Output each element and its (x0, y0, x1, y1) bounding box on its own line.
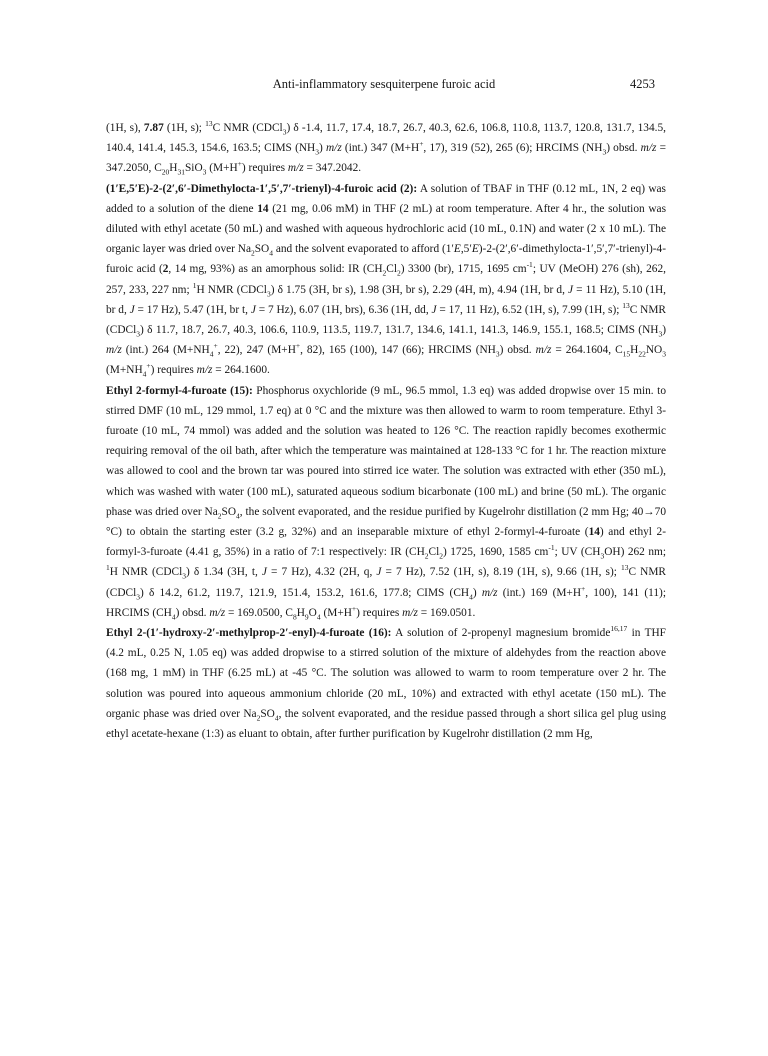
text-run: 4 (209, 349, 214, 359)
text-run: A solution of TBAF in THF (0.12 mL, 1N, 2 eq) was added to a solution of the diene (106, 182, 666, 215)
text-run: + (213, 341, 218, 351)
text-run: (21 mg, 0.06 mM) in THF (2 mL) at room temperature. After 4 hr., the solution was diluted with ethyl acetate (50 mL) and washed with aqueous hydrochloric acid (10 mL, 0.1N) and water (2 x 10 mL). The organic layer was dried over Na (106, 202, 666, 256)
text-run: -1 (548, 543, 555, 553)
text-run: O (308, 606, 317, 619)
paragraph-silyl-ester-data (106, 118, 666, 179)
text-run: 4 (171, 612, 176, 622)
text-run: 3 (136, 329, 141, 339)
text-run: m/z (640, 142, 657, 155)
text-run: = 7 Hz), 7.52 (1H, s), 8.19 (1H, s), 9.66 (1H, s); (381, 566, 621, 579)
text-run: SO (254, 243, 270, 256)
text-run: 4 (236, 511, 240, 521)
page-number: 4253 (630, 77, 655, 91)
text-run: m/z (209, 606, 226, 619)
text-run: ) δ 1.34 (3H, t, (185, 566, 262, 579)
text-run: (int.) 264 (M+NH (121, 344, 210, 357)
text-run: H NMR (CDCl (196, 283, 267, 296)
text-run: 8 (292, 612, 297, 622)
text-run: 22 (638, 349, 646, 359)
text-run: (int.) 347 (M+H (341, 142, 420, 155)
text-run: = 7 Hz), 4.32 (2H, q, (266, 566, 377, 579)
text-run: = 264.1604, C (551, 344, 623, 357)
text-run: (1H, s), (106, 122, 144, 134)
text-run: H (630, 344, 639, 357)
text-run: 3 (182, 571, 186, 581)
text-run: 2 (162, 263, 169, 276)
text-run: m/z (402, 606, 418, 619)
text-run: = 347.2050, C (106, 142, 667, 175)
text-run: 4 (142, 369, 147, 379)
text-run: ) (318, 142, 326, 155)
text-run: -1 (526, 260, 533, 270)
text-run: H (296, 606, 305, 619)
text-run: SO (260, 707, 275, 720)
text-run: , 17), 319 (52), 265 (6); HRCIMS (NH (423, 142, 603, 155)
text-run: = 11 Hz), 5.10 (1H, br d, (106, 283, 667, 316)
article-body (106, 118, 666, 744)
text-run: 2 (424, 551, 429, 561)
text-run: J (376, 566, 382, 579)
text-run: 14 (588, 526, 600, 539)
text-run: ) (662, 324, 666, 337)
text-run: E (471, 243, 479, 256)
text-run: m/z (481, 586, 498, 599)
text-run: ) and ethyl 2-formyl-3-furoate (4.41 g, 35%) in a ratio of 7:1 respectively: IR (CH (106, 526, 666, 559)
text-run: Ethyl 2-(1′-hydroxy-2′-methylprop-2′-enyl)-4-furoate (16): (106, 627, 392, 640)
text-run: 3 (600, 551, 605, 561)
text-run: + (237, 159, 242, 169)
text-run: + (581, 583, 586, 593)
page-header (0, 77, 768, 95)
text-run: ) obsd. (499, 344, 536, 357)
text-run: (int.) 169 (M+H (497, 586, 582, 599)
text-run: 7.87 (143, 122, 164, 134)
text-run: 4 (274, 713, 279, 723)
text-run: , the solvent evaporated, and the residue passed through a short silica gel plug using ethyl acetate-hexane (1:3) as eluant to obtain, after further purification by Kugelrohr distillation (2 mm Hg, (106, 707, 666, 741)
text-run: ) δ 1.75 (3H, br s), 1.98 (3H, br s), 2.29 (4H, m), 4.94 (1H, br d, (270, 283, 569, 296)
text-run: = 17, 11 Hz), 6.52 (1H, s), 7.99 (1H, s); (436, 303, 623, 316)
text-run: (M+H (320, 606, 352, 619)
text-run: 4 (316, 612, 321, 622)
text-run: 3 (282, 127, 287, 137)
text-run: J (129, 303, 135, 316)
text-run: 3 (662, 349, 666, 359)
text-run: H (169, 162, 178, 175)
text-run: H NMR (CDCl (109, 566, 183, 579)
text-run: 4 (269, 248, 274, 258)
text-run: J (261, 566, 267, 579)
text-run: (1′E,5′E)-2-(2′,6′-Dimethylocta-1′,5′,7′-trienyl)-4-furoic acid (2): (106, 182, 418, 195)
text-run: ; UV (MeOH) 276 (sh), 262, 257, 233, 227 nm; (106, 263, 666, 296)
text-run: + (419, 139, 424, 149)
text-run: 1 (192, 280, 197, 290)
text-run: 3 (315, 147, 319, 157)
text-run: 13 (620, 563, 629, 573)
text-run: = 264.1600. (212, 364, 270, 377)
text-run: 3 (658, 329, 663, 339)
text-run: 15 (622, 349, 631, 359)
text-run: SO (221, 505, 237, 518)
paragraph-furoic-acid-2 (106, 179, 666, 381)
text-run: ,5′ (460, 243, 472, 256)
text-run: 3 (266, 288, 271, 298)
text-run: , 100), 141 (11); HRCIMS (CH (106, 586, 666, 619)
text-run: = 347.2042. (303, 162, 362, 175)
text-run: SiO (184, 162, 203, 175)
text-run: 2 (439, 551, 443, 561)
text-run: + (351, 604, 357, 614)
text-run: ) requires (241, 162, 288, 175)
text-run: and the solvent evaporated to afford (1′ (273, 243, 454, 256)
text-run: OH) 262 nm; (604, 546, 666, 559)
text-run: m/z (106, 344, 122, 357)
text-run: (1H, s); (163, 122, 206, 134)
text-run: ) obsd. (175, 606, 210, 619)
text-run: 2 (251, 248, 255, 258)
text-run: 3 (202, 167, 207, 177)
text-run: 3 (602, 147, 607, 157)
text-run: J (250, 303, 256, 316)
text-run: ) δ -1.4, 11.7, 17.4, 18.7, 26.7, 40.3, 62.6, 106.8, 110.8, 113.7, 120.8, 131.7, 134.5, 140.4, 141.4, 145.3, 154.6, 163.5; CIMS (NH (106, 122, 666, 155)
text-run: 3 (136, 591, 141, 601)
text-run: m/z (287, 162, 304, 175)
text-run: ) requires (150, 364, 197, 377)
text-run: m/z (196, 364, 213, 377)
text-run: 9 (304, 612, 309, 622)
text-run: ) requires (356, 606, 403, 619)
text-run: , the solvent evaporated, and the residue purified by Kugelrohr distillation (2 mm Hg; 40→70 °C) to obtain the starting ester (3.2 g, 32%) and an inseparable mixture of ethyl 2-formyl-4-furoate ( (106, 505, 666, 539)
text-run: 16,17 (610, 624, 628, 634)
text-run: 14 (257, 202, 269, 215)
text-run: ) δ 11.7, 18.7, 26.7, 40.3, 106.6, 110.9, 113.5, 119.7, 131.7, 134.6, 141.1, 141.3, 146.9, 155.1, 168.5; CIMS (NH (140, 324, 659, 337)
text-run: , 22), 247 (M+H (217, 344, 296, 357)
text-run: = 169.0501. (417, 606, 476, 619)
text-run: + (295, 341, 301, 351)
running-title: Anti-inflammatory sesquiterpene furoic acid (272, 77, 496, 91)
text-run: ) obsd. (606, 142, 641, 155)
text-run: 4 (469, 591, 473, 601)
text-run: = 169.0500, C (225, 606, 293, 619)
text-run: Cl (428, 546, 440, 559)
text-run: C NMR (CDCl (106, 566, 666, 599)
text-run: = 7 Hz), 6.07 (1H, brs), 6.36 (1H, dd, (255, 303, 432, 316)
text-run: 2 (217, 511, 222, 521)
text-run: J (431, 303, 437, 316)
text-run: 2 (256, 713, 261, 723)
text-run: )-2-(2′,6′-dimethylocta-1′,5′,7′-trienyl)-4-furoic acid ( (106, 243, 666, 276)
text-run: (M+H (206, 162, 238, 175)
text-run: m/z (535, 344, 552, 357)
text-run: (M+NH (106, 364, 143, 377)
text-run: 2 (382, 268, 387, 278)
text-run: , 14 mg, 93%) as an amorphous solid: IR (CH (168, 263, 383, 276)
text-run: ) 3300 (br), 1715, 1695 cm (400, 263, 527, 276)
text-run: + (146, 361, 151, 371)
text-run: 31 (177, 167, 185, 177)
text-run: m/z (325, 142, 342, 155)
text-run: in THF (4.2 mL, 0.25 N, 1.05 eq) was added dropwise to a stirred solution of the mixture of aldehydes from the reaction above (168 mg, 1 mM) in THF (6.25 mL) at -45 °C. The solution was allowed to warm to room temperature over 2 hr. The solution was poured into aqueous ammonium chloride (20 mL, 10%) and extracted with ethyl acetate (150 mL). The organic phase was dried over Na (106, 627, 666, 720)
text-run: C NMR (CDCl (106, 303, 666, 337)
text-run: 1 (106, 563, 110, 573)
text-run: ) δ 14.2, 61.2, 119.7, 121.9, 151.4, 153.2, 161.6, 177.8; CIMS (CH (140, 586, 470, 599)
text-run: J (568, 283, 574, 296)
paragraph-ethyl-hydroxy-furoate-16 (106, 623, 666, 744)
text-run: = 17 Hz), 5.47 (1H, br t, (134, 303, 251, 316)
text-run: Ethyl 2-formyl-4-furoate (15): (106, 384, 253, 397)
text-run: , 82), 165 (100), 147 (66); HRCIMS (NH (300, 344, 496, 357)
paragraph-ethyl-formyl-furoate-15 (106, 381, 666, 623)
text-run: 2 (397, 268, 401, 278)
text-run: E (453, 243, 461, 256)
text-run: 13 (205, 119, 213, 129)
text-run: 20 (161, 167, 170, 177)
text-run: NO (645, 344, 663, 357)
text-run: C NMR (CDCl (212, 122, 283, 134)
text-run: 3 (495, 349, 500, 359)
text-run: ) 1725, 1690, 1585 cm (442, 546, 549, 559)
text-run: ; UV (CH (554, 546, 601, 559)
text-run: ) (472, 586, 482, 599)
text-run: Cl (386, 263, 397, 276)
text-run: A solution of 2-propenyl magnesium bromide (391, 627, 611, 640)
text-run: 13 (622, 301, 630, 311)
text-run: Phosphorus oxychloride (9 mL, 96.5 mmol, 1.3 eq) was added dropwise over 15 min. to stirred DMF (10 mL, 129 mmol, 1.7 eq) at 0 °C and the mixture was then allowed to warm to room temperature. Ethyl 3-furoate (10 mL, 74 mmol) was added and the solution was heated to 126 °C. The reaction rapidly becomes exothermic requiring removal of the oil bath, after which the temperature was maintained at 128-133 °C for 1 hr. The reaction mixture was allowed to cool and the brown tar was poured into stirred ice water. The solution was extracted with ether (350 mL), which was washed with water (100 mL), saturated aqueous sodium bicarbonate (100 mL) and brine (50 mL). The organic phase was dried over Na (106, 384, 666, 518)
